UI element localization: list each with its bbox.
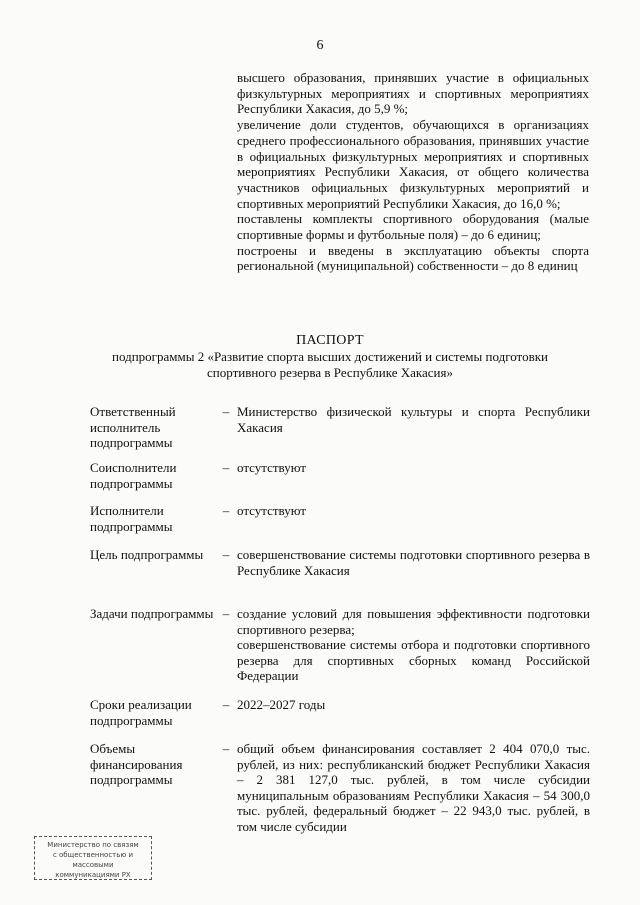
row-label: Соисполнители подпрограммы <box>90 460 177 491</box>
intro-paragraph: высшего образования, принявших участие в официальных физкультурных мероприятиях и спортивных мероприятиях Республики Хакасия, до 5,9 %; <box>237 70 589 117</box>
passport-title: ПАСПОРТ <box>296 333 364 348</box>
row-dash: – <box>222 547 230 562</box>
row-value: совершенствование системы подготовки спортивного резерва в Республике Хакасия <box>237 547 590 578</box>
row-dash: – <box>222 503 230 518</box>
row-label: Сроки реализации подпрограммы <box>90 697 192 728</box>
row-value: Министерство физической культуры и спорта Республики Хакасия <box>237 404 590 435</box>
row-label: Ответственный исполнитель подпрограммы <box>90 404 176 451</box>
row-value: создание условий для повышения эффективности подготовки спортивного резерва; совершенствование системы отбора и подготовки спортивного резерва для спортивных сборных команд Российской Федерации <box>237 606 590 684</box>
passport-subtitle-line: подпрограммы 2 «Развитие спорта высших достижений и системы подготовки <box>112 349 548 364</box>
intro-paragraph: построены и введены в эксплуатацию объекты спорта региональной (муниципальной) собственности – до 8 единиц <box>237 242 589 274</box>
stamp-line: с общественностью и массовыми <box>52 851 134 869</box>
row-label: Исполнители подпрограммы <box>90 503 173 534</box>
intro-text-block <box>237 70 589 274</box>
intro-paragraph: поставлены комплекты спортивного оборудования (малые спортивные формы и футбольные поля) – до 6 единиц; <box>237 211 589 243</box>
registration-stamp <box>34 836 152 880</box>
row-value: отсутствуют <box>237 460 306 475</box>
passport-heading <box>60 333 600 381</box>
passport-subtitle-line: спортивного резерва в Республике Хакасия» <box>207 365 453 380</box>
row-dash: – <box>222 741 230 756</box>
row-dash: – <box>222 697 230 712</box>
row-value: общий объем финансирования составляет 2 404 070,0 тыс. рублей, из них: республиканский бюджет Республики Хакасия – 2 381 127,0 тыс. рублей, в том числе субсидии муниципальным образованиям Республики Хакасия – 54 300,0 тыс. рублей, федеральный бюджет – 22 943,0 тыс. рублей, в том числе субсидии <box>237 741 590 834</box>
stamp-line: Министерство по связям <box>47 841 139 849</box>
intro-paragraph: увеличение доли студентов, обучающихся в организациях среднего профессионального образования, принявших участие в официальных физкультурных мероприятиях и спортивных мероприятиях Республики Хакасия, от общего количества участников официальных физкультурных мероприятий и спортивных мероприятий Республики Хакасия, до 16,0 %; <box>237 117 589 211</box>
row-dash: – <box>222 460 230 475</box>
row-value: 2022–2027 годы <box>237 697 326 712</box>
row-label: Задачи подпрограммы <box>90 606 214 621</box>
row-dash: – <box>222 404 230 419</box>
row-dash: – <box>222 606 230 621</box>
stamp-line: коммуникациями РХ <box>55 871 131 879</box>
row-value: отсутствуют <box>237 503 306 518</box>
row-label: Цель подпрограммы <box>90 547 204 562</box>
page-number: 6 <box>316 38 324 53</box>
row-label: Объемы финансирования подпрограммы <box>90 741 183 788</box>
